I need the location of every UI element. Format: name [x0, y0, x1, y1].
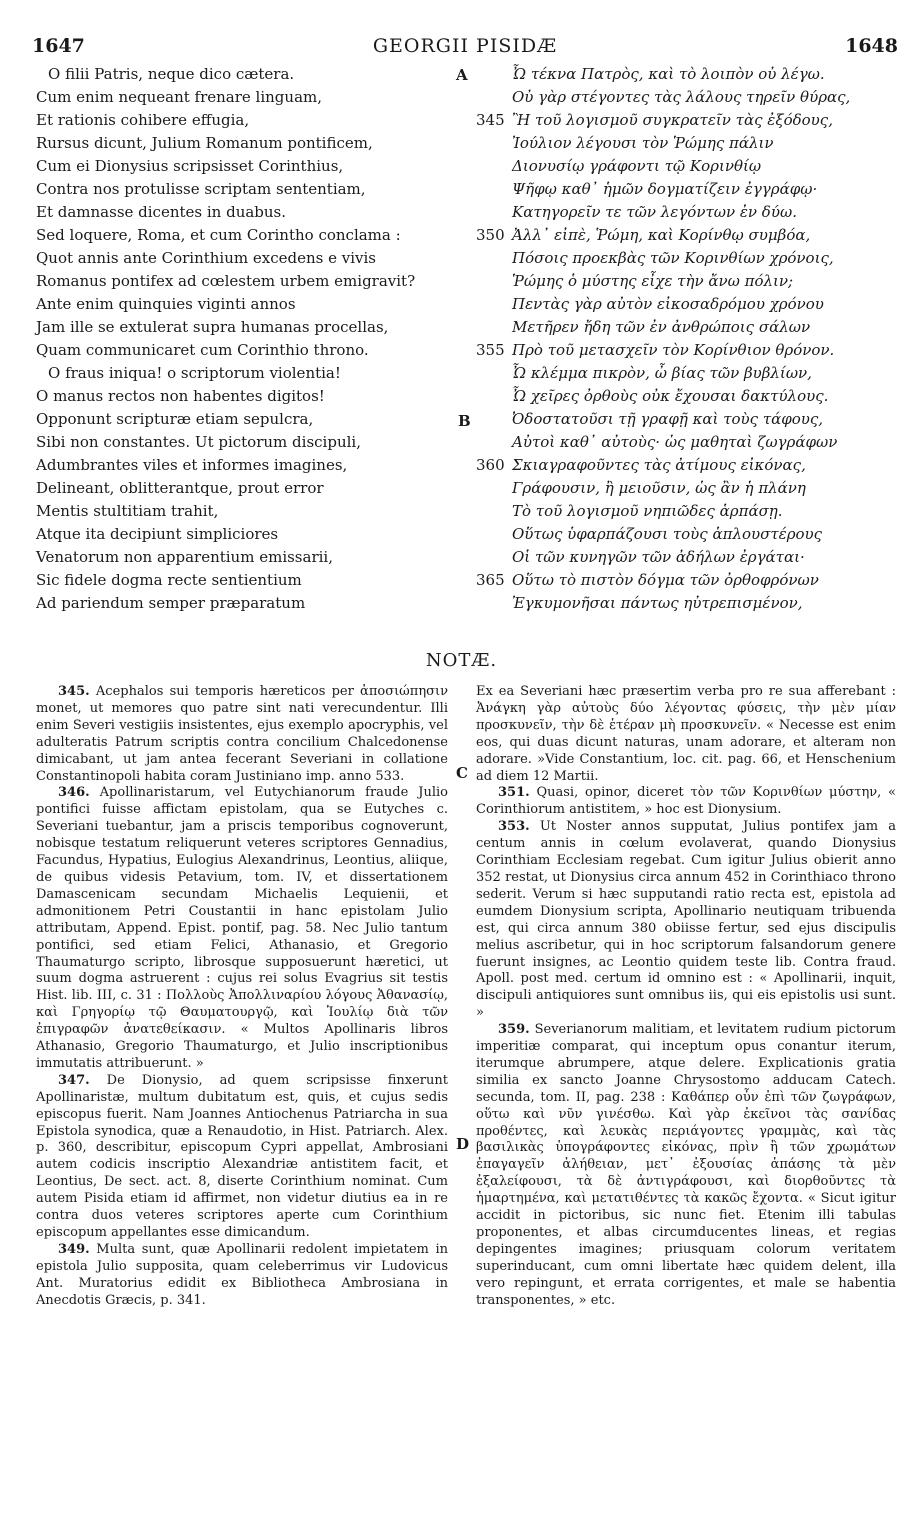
note-paragraph — [476, 1022, 896, 1309]
greek-verse-line — [476, 132, 906, 155]
greek-verse-text: Μετῆρεν ἤδη τῶν ἐν ἀνθρώποις σάλων — [512, 318, 811, 336]
greek-verse-line — [476, 546, 906, 569]
greek-verse-text: Οὕτως ὑφαρπάζουσι τοὺς ἁπλουστέρους — [512, 525, 823, 543]
greek-verse-text: Ἢ τοῦ λογισμοῦ συγκρατεῖν τὰς ἐξόδους, — [512, 111, 833, 129]
note-paragraph — [476, 785, 896, 819]
latin-verse-text: Mentis stultitiam trahit, — [36, 502, 219, 520]
notes-right-column — [476, 684, 896, 1310]
latin-verse-line — [36, 63, 466, 86]
page-number-right: 1648 — [845, 35, 898, 57]
latin-verse-text: Sic fidele dogma recte sentientium — [36, 571, 302, 589]
latin-verse-line — [36, 316, 466, 339]
greek-verse-line — [476, 63, 906, 86]
latin-verse-text: Cum ei Dionysius scripsisset Corinthius, — [36, 157, 344, 175]
greek-verse-line — [476, 431, 906, 454]
notes-heading: NOTÆ. — [425, 650, 498, 671]
note-text: Ex ea Severiani hæc præsertim verba pro re sua afferebant : Ἀνάγκη γὰρ αὐτοὺς δύο λέγοντας φύσεις, τὴν μὲν μίαν προσκυνεῖν, τὴν δὲ ἑτέραν μὴ προσκυνεῖν. « Necesse est enim eos, qui duas dicunt naturas, unam adorare, et alteram non adorare. »Vide Constantium, loc. cit. pag. 66, et Henschenium ad diem 12 Martii. — [476, 684, 896, 784]
greek-verse-text: Ὦ χεῖρες ὀρθοὺς οὐκ ἔχουσαι δακτύλους. — [512, 387, 829, 405]
verse-number: 355 — [476, 341, 505, 359]
latin-verse-line — [36, 201, 466, 224]
note-paragraph — [476, 684, 896, 785]
greek-verse-line — [476, 385, 906, 408]
greek-verse-text: Ῥώμης ὁ μύστης εἶχε τὴν ἄνω πόλιν; — [512, 272, 794, 290]
latin-verse-line — [36, 523, 466, 546]
greek-verse-text: Ἀλλ᾽ εἰπὲ, Ῥώμη, καὶ Κορίνθῳ συμβόα, — [512, 226, 811, 244]
latin-verse-text: Ante enim quinquies viginti annos — [36, 295, 296, 313]
latin-verse-line — [36, 247, 466, 270]
margin-marker-c: C — [456, 764, 468, 782]
greek-verse-text: Ὦ κλέμμα πικρὸν, ὦ βίας τῶν βυβλίων, — [512, 364, 812, 382]
greek-verse-text: Ψῆφῳ καθ᾽ ἡμῶν δογματίζειν ἐγγράφῳ· — [512, 180, 818, 198]
latin-verse-line — [36, 385, 466, 408]
note-paragraph — [36, 1242, 448, 1310]
greek-verse-text: Ὦ τέκνα Πατρὸς, καὶ τὸ λοιπὸν οὐ λέγω. — [512, 65, 825, 83]
latin-verse-line — [36, 224, 466, 247]
greek-verse-text: Οὐ γὰρ στέγοντες τὰς λάλους τηρεῖν θύρας, — [512, 88, 851, 106]
note-number: 345. — [58, 684, 90, 699]
note-number: 349. — [58, 1241, 90, 1257]
note-paragraph — [476, 819, 896, 1022]
latin-verse-line — [36, 592, 466, 615]
greek-verse-line — [476, 293, 906, 316]
latin-verse-line — [36, 477, 466, 500]
note-text: De Dionysio, ad quem scripsisse finxerunt Apollinaristæ, multum dubitatum est, quis, et cujus sedis episcopus fuerit. Nam Joannes Antiochenus Patriarcha in sua Epistola synodica, quæ a Renaudotio, in Hist. Patriarch. Alex. p. 360, describitur, episcopum Cypri appellat, Ambrosiani autem codicis inscriptio Alexandriæ antistitem facit, et Leontius, De sect. act. 8, diserte Corinthium nominat. Cum autem Pisida etiam id affirmet, non videtur diutius ea in re contra duos veteres scriptores aperte cum Corinthium episcopum appellantes esse dimicandum. — [36, 1072, 448, 1240]
greek-verse-text: Γράφουσιν, ἢ μειοῦσιν, ὡς ἂν ἡ πλάνη — [512, 479, 806, 497]
note-number: 347. — [58, 1072, 90, 1088]
greek-verse-line — [476, 339, 906, 362]
latin-verse-text: Venatorum non apparentium emissarii, — [36, 548, 333, 566]
latin-verse-line — [36, 408, 466, 431]
greek-verse-text: Πεντὰς γὰρ αὐτὸν εἰκοσαδρόμου χρόνου — [512, 295, 824, 313]
greek-verse-line — [476, 178, 906, 201]
latin-verse-text: O filii Patris, neque dico cætera. — [48, 65, 295, 83]
running-title: GEORGII PISIDÆ — [372, 35, 558, 57]
greek-verse-line — [476, 569, 906, 592]
greek-verse-text: Οἱ τῶν κυνηγῶν τῶν ἀδήλων ἐργάται· — [512, 548, 805, 566]
greek-verse-column — [476, 63, 906, 615]
latin-verse-line — [36, 86, 466, 109]
note-paragraph — [36, 1073, 448, 1242]
latin-verse-text: Ad pariendum semper præparatum — [36, 594, 306, 612]
latin-verse-line — [36, 500, 466, 523]
latin-verse-text: Et rationis cohibere effugia, — [36, 111, 250, 129]
greek-verse-text: Κατηγορεῖν τε τῶν λεγόντων ἐν δύω. — [512, 203, 797, 221]
latin-verse-line — [36, 339, 466, 362]
note-text: Multa sunt, quæ Apollinarii redolent impietatem in epistola Julio supposita, quam celeberrimus vir Ludovicus Ant. Muratorius edidit ex Bibliotheca Ambrosiana in Anecdotis Græcis, p. 341. — [36, 1241, 448, 1308]
note-text: Apollinaristarum, vel Eutychianorum fraude Julio pontifici fuisse affictam epistolam, qua se Eutyches c. Severiani tuebantur, jam a priscis temporibus cognoverunt, nobisque testatum reliquerunt veteres scriptores Gennadius, Facundus, Hypatius, Eulogius Alexandrinus, Leontius, aliique, de quibus videsis Petavium, tom. IV, et dissertationem Damascenicam secundam Michaelis Lequienii, et admonitionem Petri Coustantii in hanc epistolam Julio attributam, Append. Epist. pontif, pag. 58. Nec Julio tantum pontifici, sed etiam Felici, Athanasio, et Gregorio Thaumaturgo scripto, librosque supposuerunt hæretici, ut suum dogma astruerent : cujus rei solus Evagrius sit testis Hist. lib. III, c. 31 : Πολλοὺς Ἀπολλιναρίου λόγους Ἀθανασίῳ, καὶ Γρηγορίῳ τῷ Θαυματουργῷ, καὶ Ἰουλίῳ διὰ τῶν ἐπιγραφῶν ἀνατεθείκασιν. « Multos Apollinaris libros Athanasio, Gregorio Thaumaturgo, et Julio inscriptionibus immutatis attribuerunt. » — [36, 785, 449, 1071]
greek-verse-text: Πόσοις προεκβὰς τῶν Κορινθίων χρόνοις, — [512, 249, 834, 267]
greek-verse-line — [476, 109, 906, 132]
latin-verse-line — [36, 132, 466, 155]
greek-verse-text: Διονυσίῳ γράφοντι τῷ Κορινθίῳ — [512, 157, 762, 175]
greek-verse-text: Τὸ τοῦ λογισμοῦ νηπιῶδες ἁρπάσῃ. — [512, 502, 783, 520]
latin-verse-text: O fraus iniqua! o scriptorum violentia! — [48, 364, 341, 382]
latin-verse-text: Romanus pontifex ad cœlestem urbem emigravit? — [36, 272, 416, 290]
note-number: 346. — [58, 785, 90, 801]
verse-number: 365 — [476, 571, 505, 589]
latin-verse-line — [36, 293, 466, 316]
latin-verse-text: Sibi non constantes. Ut pictorum discipuli, — [36, 433, 361, 451]
latin-verse-text: Quot annis ante Corinthium excedens e vivis — [36, 249, 376, 267]
greek-verse-line — [476, 477, 906, 500]
note-number: 353. — [498, 819, 530, 835]
latin-verse-text: Contra nos protulisse scriptam sententiam, — [36, 180, 366, 198]
note-number: 359. — [498, 1022, 530, 1038]
greek-verse-line — [476, 201, 906, 224]
greek-verse-text: Αὐτοὶ καθ᾽ αὐτοὺς· ὡς μαθηταὶ ζωγράφων — [512, 433, 838, 451]
greek-verse-line — [476, 247, 906, 270]
latin-verse-text: Adumbrantes viles et informes imagines, — [36, 456, 348, 474]
greek-verse-text: Σκιαγραφοῦντες τὰς ἀτίμους εἰκόνας, — [512, 456, 806, 474]
latin-verse-text: Opponunt scripturæ etiam sepulcra, — [36, 410, 314, 428]
greek-verse-text: Ὀδοστατοῦσι τῇ γραφῇ καὶ τοὺς τάφους, — [512, 410, 824, 428]
greek-verse-line — [476, 408, 906, 431]
latin-verse-text: O manus rectos non habentes digitos! — [36, 387, 325, 405]
latin-verse-column — [36, 63, 466, 615]
note-number: 351. — [498, 785, 530, 801]
greek-verse-line — [476, 86, 906, 109]
latin-verse-line — [36, 155, 466, 178]
verse-number: 350 — [476, 226, 505, 244]
margin-marker-d: D — [456, 1135, 470, 1153]
latin-verse-line — [36, 270, 466, 293]
latin-verse-line — [36, 431, 466, 454]
latin-verse-line — [36, 109, 466, 132]
margin-marker-a: A — [456, 66, 468, 84]
latin-verse-text: Delineant, oblitterantque, prout error — [36, 479, 324, 497]
note-text: Severianorum malitiam, et levitatem rudium pictorum imperitiæ comparat, qui inceptum opus conantur iterum, iterumque abrumpere, atque delere. Explicationis gratia similia ex sancto Joanne Chrysostomo adducam Catech. secunda, tom. II, pag. 238 : Καθάπερ οὖν ἐπὶ τῶν ζωγράφων, οὕτω καὶ νῦν γινέσθω. Καὶ γὰρ ἐκεῖνοι τὰς σανίδας προθέντες, καὶ λευκὰς περιάγοντες γραμμὰς, καὶ τὰς βασιλικὰς ὑπογράφοντες εἰκόνας, πρὶν ἢ τῶν χρωμάτων ἐπαγαγεῖν ἀλήθειαν, μετ᾽ ἐξουσίας ἁπάσης τὰ μὲν ἐξαλείφουσι, τὰ δὲ ἀντιγράφουσι, καὶ διορθοῦντες τὰ ἡμαρτημένα, καὶ μετατιθέντες τὰ κακῶς ἔχοντα. « Sicut igitur accidit in pictoribus, sic nunc fiet. Etenim illi tabulas proponentes, et albas circumducentes lineas, et regias depingentes imagines; priusquam colorum veritatem superinducant, cum omni libertate hæc quidem delent, illa vero repingunt, et errata corrigentes, et male se habentia transponentes, » etc. — [476, 1022, 896, 1308]
margin-marker-b: B — [458, 412, 471, 430]
latin-verse-line — [36, 546, 466, 569]
notes-left-column — [36, 684, 448, 1310]
greek-verse-line — [476, 362, 906, 385]
latin-verse-text: Atque ita decipiunt simpliciores — [36, 525, 279, 543]
verse-number: 345 — [476, 111, 505, 129]
greek-verse-text: Ἐγκυμονῆσαι πάντως ηὐτρεπισμένον, — [512, 594, 803, 612]
page-number-left: 1647 — [32, 35, 85, 57]
greek-verse-line — [476, 316, 906, 339]
note-text: Quasi, opinor, diceret τὸν τῶν Κορινθίων μύστην, « Corinthiorum antistitem, » hoc est Dionysium. — [476, 785, 896, 818]
latin-verse-line — [36, 178, 466, 201]
latin-verse-text: Quam communicaret cum Corinthio throno. — [36, 341, 369, 359]
latin-verse-text: Et damnasse dicentes in duabus. — [36, 203, 287, 221]
greek-verse-line — [476, 270, 906, 293]
page-header — [32, 34, 898, 58]
greek-verse-line — [476, 592, 906, 615]
greek-verse-line — [476, 224, 906, 247]
greek-verse-line — [476, 454, 906, 477]
latin-verse-text: Jam ille se extulerat supra humanas procellas, — [36, 318, 389, 336]
greek-verse-text: Οὕτω τὸ πιστὸν δόγμα τῶν ὀρθοφρόνων — [512, 571, 819, 589]
latin-verse-text: Cum enim nequeant frenare linguam, — [36, 88, 323, 106]
latin-verse-text: Rursus dicunt, Julium Romanum pontificem, — [36, 134, 373, 152]
greek-verse-line — [476, 155, 906, 178]
latin-verse-line — [36, 569, 466, 592]
note-text: Ut Noster annos supputat, Julius pontifex jam a centum annis in cœlum evolaverat, quando Dionysius Corinthiam Ecclesiam regebat. Cum igitur Julius obierit anno 352 restat, ut Dionysius circa annum 452 in Corinthiaco throno sederit. Verum si hæc supputandi ratio recta est, epistola ad eumdem Dionysium scripta, Apollinario neutiquam tribuenda est, qui circa annum 380 obiisse fertur, sed ejus discipulis melius ascribetur, qui in hoc scriptorum falsandorum genere fuerunt insignes, ac Leontio quidem teste lib. Contra fraud. Apoll. post med. certum id omnino est : « Apollinarii, inquit, discipuli antiquiores sunt omnibus iis, qui eis epistolis usi sunt. » — [476, 819, 896, 1021]
greek-verse-line — [476, 523, 906, 546]
verse-number: 360 — [476, 456, 505, 474]
latin-verse-line — [36, 454, 466, 477]
latin-verse-text: Sed loquere, Roma, et cum Corintho conclama : — [36, 226, 401, 244]
note-paragraph — [36, 785, 448, 1072]
greek-verse-line — [476, 500, 906, 523]
latin-verse-line — [36, 362, 466, 385]
greek-verse-text: Ἰούλιον λέγουσι τὸν Ῥώμης πάλιν — [512, 134, 774, 152]
note-text: Acephalos sui temporis hæreticos per ἀποσιώπησιν monet, ut memores quo patre sint nati verecundentur. Illi enim Severi vestigiis insistentes, ejus exemplo apocryphis, vel adulteratis Patrum scriptis contra concilium Chalcedonense dimicabant, ut jam antea fecerant Severiani in collatione Constantinopoli habita coram Justiniano imp. anno 533. — [36, 684, 448, 784]
greek-verse-text: Πρὸ τοῦ μετασχεῖν τὸν Κορίνθιον θρόνον. — [512, 341, 835, 359]
note-paragraph — [36, 684, 448, 785]
